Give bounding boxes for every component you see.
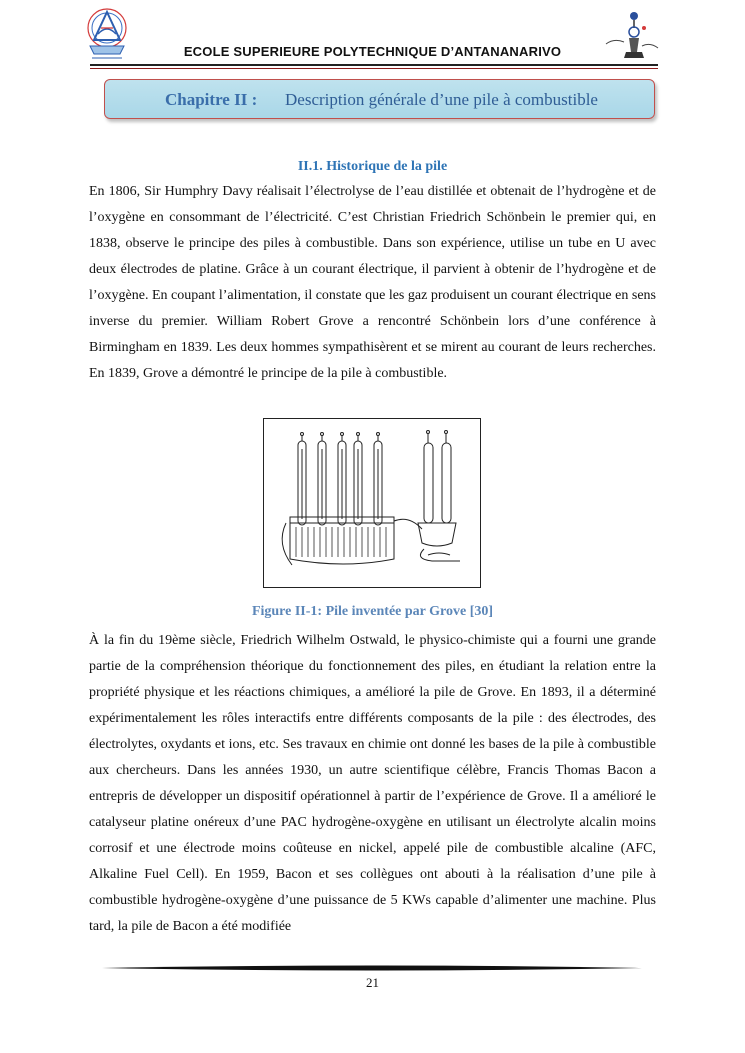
- page-number: 21: [366, 975, 379, 990]
- footer-divider: [102, 964, 642, 972]
- paragraph-history-ostwald-bacon: À la fin du 19ème siècle, Friedrich Wilhelm Ostwald, le physico-chimiste qui a fourni une grande partie de la compréhension théorique du fonctionnement des piles, en étudiant la relation entre la propriété physique et les réactions chimiques, a amélioré la pile de Grove. En 1893, il a déterminé expérimentalement les rôles interactifs entre différents composants de la pile : des électrodes, des électrolytes, oxydants et ions, etc. Ses travaux en chimie ont donné les bases de la pile à combustible aux chercheurs. Dans les années 1930, un autre scientifique célèbre, Francis Thomas Bacon a entrepris de développer un dispositif opérationnel à partir de l’expérience de Grove. Il a amélioré le catalyseur platine onéreux d’une PAC hydrogène-oxygène en utilisant un électrolyte alcalin moins corrosif et une électrode moins coûteuse en nickel, appelé pile de combustible alcaline (AFC, Alkaline Fuel Cell). En 1959, Bacon et ses collègues ont abouti à la réalisation d’une pile à combustible hydrogène-oxygène d’une puissance de 5 KWs capable d’alimenter une machine. Plus tard, la pile de Bacon a été modifiée: [89, 633, 656, 934]
- header-divider-thin: [90, 68, 658, 69]
- chapter-banner: [104, 79, 655, 119]
- chapter-number: Chapitre II :: [165, 90, 258, 109]
- figure-caption: Figure II-1: Pile inventée par Grove [30]: [251, 604, 494, 619]
- chapter-title: Description générale d’une pile à combustible: [285, 90, 598, 109]
- header-divider: [90, 64, 658, 66]
- paragraph-history-intro: En 1806, Sir Humphry Davy réalisait l’électrolyse de l’eau distillée et obtenait de l’hydrogène et de l’oxygène en consommant de l’électricité. C’est Christian Friedrich Schönbein le premier qui, en 1838, observe le principe des piles à combustible. Dans son expérience, utilise un tube en U avec deux électrodes de platine. Grâce à un courant électrique, il parvient à obtenir de l’hydrogène et de l’oxygène. En coupant l’alimentation, il constate que les gaz produisent un courant électrique en sens inverse du premier. William Robert Grove a rencontré Schönbein lors d’une conférence à Birmingham en 1839. Les deux hommes sympathisèrent et se mirent au courant de leurs recherches. En 1839, Grove a démontré le principe de la pile à combustible.: [89, 184, 656, 381]
- school-name: ECOLE SUPERIEURE POLYTECHNIQUE D’ANTANANARIVO: [183, 44, 562, 59]
- grove-cell-illustration-icon: [264, 419, 480, 587]
- section-title: II.1. Historique de la pile: [297, 159, 448, 174]
- figure-grove-cell: [263, 418, 481, 588]
